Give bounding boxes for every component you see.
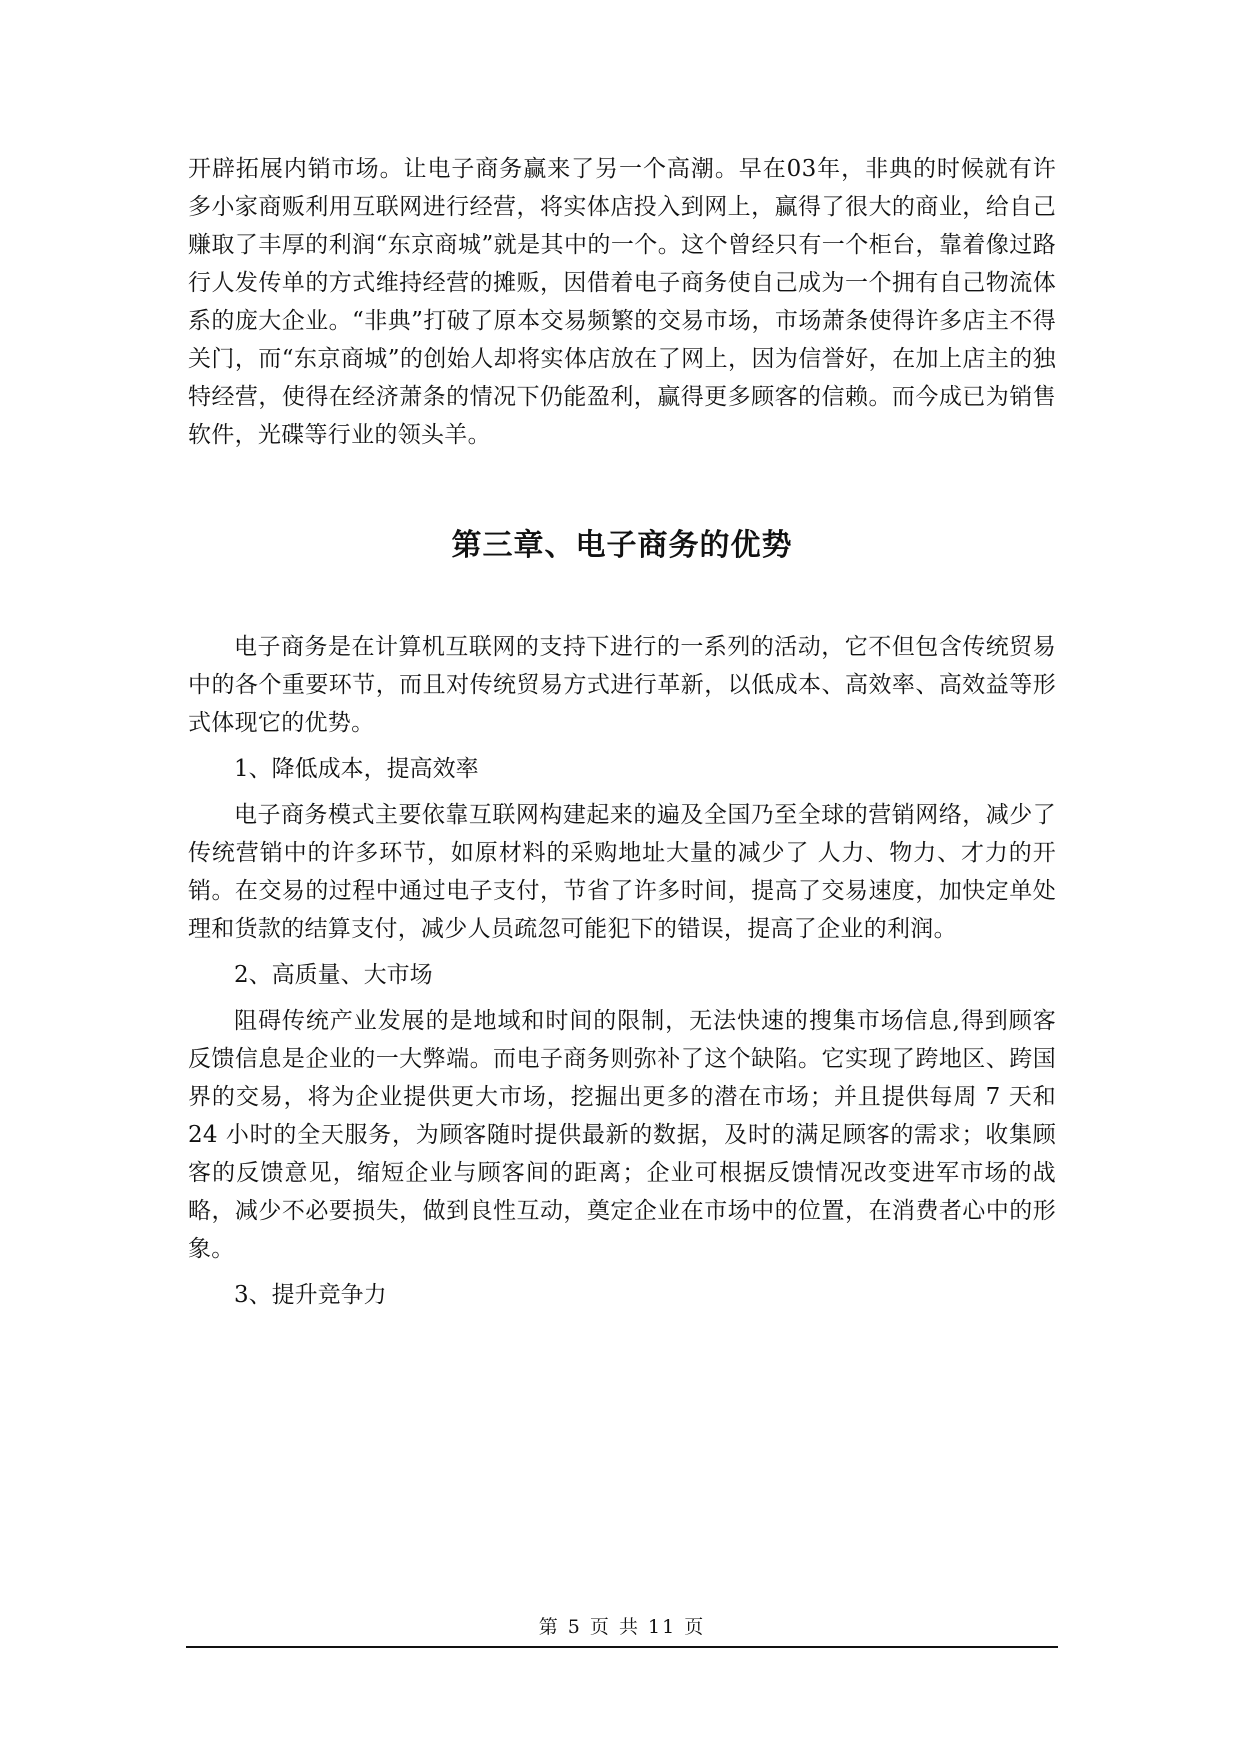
section-body-2: 阻碍传统产业发展的是地域和时间的限制，无法快速的搜集市场信息,得到顾客反馈信息是企业的一大弊端。而电子商务则弥补了这个缺陷。它实现了跨地区、跨国界的交易，将为企业提供更大市场，挖掘出更多的潜在市场；并且提供每周 7 天和 24 小时的全天服务，为顾客随时提供最新的数据，及时的满足顾客的需求；收集顾客的反馈意见，缩短企业与顾客间的距离；企业可根据反馈情况改变进军市场的战略，减少不必要损失，做到良性互动，奠定企业在市场中的位置，在消费者心中的形象。 xyxy=(188,1008,1056,1262)
chapter-intro-paragraph: 电子商务是在计算机互联网的支持下进行的一系列的活动，它不但包含传统贸易中的各个重要环节，而且对传统贸易方式进行革新，以低成本、高效率、高效益等形式体现它的优势。 xyxy=(188,634,1056,736)
section-body-1: 电子商务模式主要依靠互联网构建起来的遍及全国乃至全球的营销网络，减少了传统营销中的许多环节，如原材料的采购地址大量的减少了 人力、物力、才力的开销。在交易的过程中通过电子支付，节省了许多时间，提高了交易速度，加快定单处理和货款的结算支付，减少人员疏忽可能犯下的错误，提高了企业的利润。 xyxy=(188,802,1056,942)
section-heading-2: 2、高质量、大市场 xyxy=(234,962,433,988)
section-heading-1: 1、降低成本，提高效率 xyxy=(234,756,479,782)
section-heading-3: 3、提升竞争力 xyxy=(234,1282,387,1308)
chapter-title: 第三章、电子商务的优势 xyxy=(451,528,793,563)
page-content xyxy=(188,150,1056,1322)
footer-divider xyxy=(186,1646,1058,1648)
page-footer: 第 5 页 共 11 页 xyxy=(538,1616,706,1638)
body-paragraph-continued: 开辟拓展内销市场。让电子商务赢来了另一个高潮。早在03年，非典的时候就有许多小家商贩利用互联网进行经营，将实体店投入到网上，赢得了很大的商业，给自己赚取了丰厚的利润“东京商城”就是其中的一个。这个曾经只有一个柜台，靠着像过路行人发传单的方式维持经营的摊贩，因借着电子商务使自己成为一个拥有自己物流体系的庞大企业。“非典”打破了原本交易频繁的交易市场，市场萧条使得许多店主不得关门，而“东京商城”的创始人却将实体店放在了网上，因为信誉好，在加上店主的独特经营，使得在经济萧条的情况下仍能盈利，赢得更多顾客的信赖。而今成已为销售软件，光碟等行业的领头羊。 xyxy=(188,156,1056,448)
